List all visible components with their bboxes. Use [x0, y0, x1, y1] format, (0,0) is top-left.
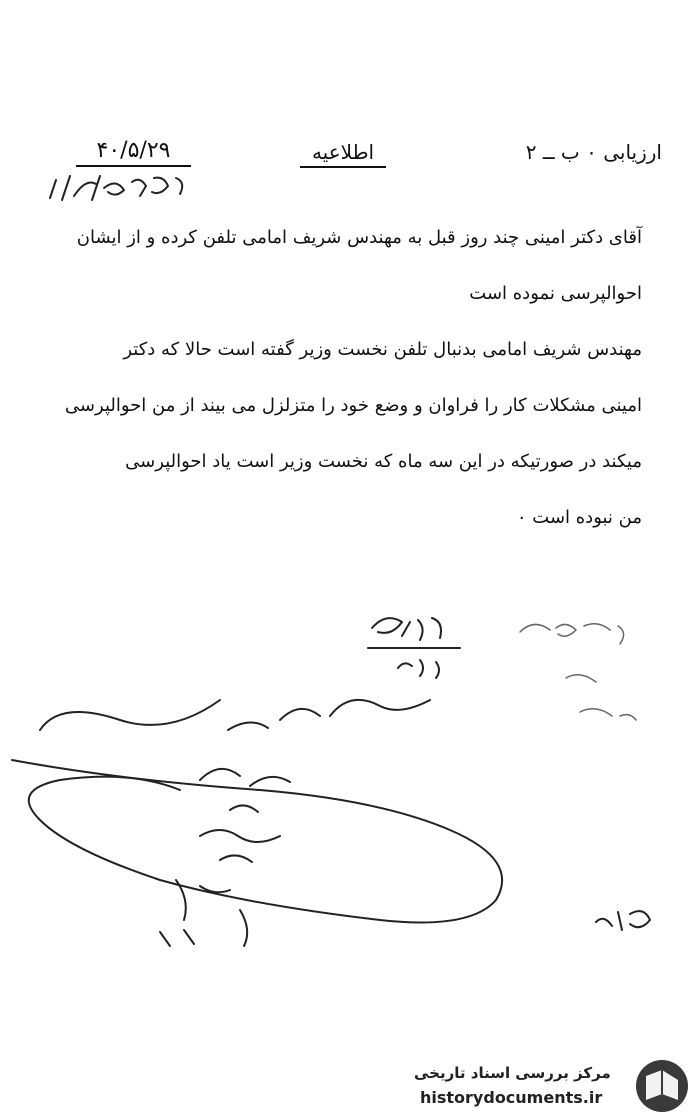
handwritten-note-middle [368, 618, 460, 678]
handwritten-date-mark [50, 176, 182, 200]
handwritten-note-right [520, 624, 636, 720]
archive-url: historydocuments.ir [420, 1088, 603, 1107]
document-date: ۴۰/۵/۲۹ [76, 138, 191, 167]
body-line: امینی مشکلات کار را فراوان و وضع خود را متزلزل می بیند از من احوالپرسی [64, 395, 642, 416]
body-line: آقای دکتر امینی چند روز قبل به مهندس شریف امامی تلفن کرده و از ایشان [76, 227, 642, 248]
signature-loop [12, 700, 502, 946]
classification-label: ارزیابی ۰ ب ــ ۲ [525, 140, 662, 164]
archive-org-name: مرکز بررسی اسناد تاریخی [414, 1064, 611, 1082]
body-line: من نبوده است ۰ [516, 507, 642, 528]
archive-logo-icon [636, 1060, 688, 1112]
body-line: مهندس شریف امامی بدنبال تلفن نخست وزیر گفته است حالا که دکتر [123, 339, 642, 360]
document-title: اطلاعیه [300, 140, 386, 168]
body-line: احوالپرسی نموده است [469, 283, 642, 304]
handwritten-page-number [596, 911, 650, 930]
body-line: میکند در صورتیکه در این سه ماه که نخست وزیر است یاد احوالپرسی [125, 451, 642, 472]
